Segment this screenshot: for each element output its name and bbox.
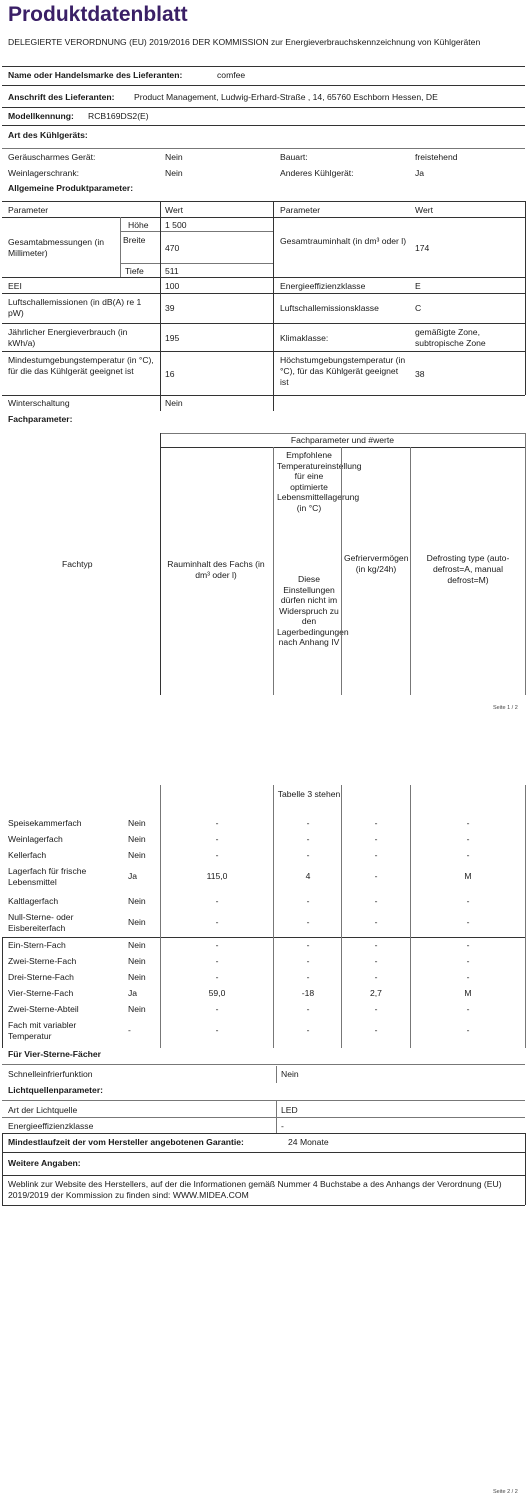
compartment-temp: - [306, 972, 310, 982]
compartment-temp: - [306, 940, 310, 950]
compartment-volume: 115,0 [206, 871, 228, 881]
dimensions-label: Gesamtabmessungen (in Millimeter) [8, 237, 105, 258]
compartment-volume: - [215, 940, 219, 950]
compartment-present: Nein [128, 834, 146, 844]
compartments-heading: Fachparameter: [8, 414, 73, 424]
energy-class-value: E [415, 281, 421, 291]
light-class-label: Energieeffizienzklasse [8, 1121, 94, 1131]
compartment-defrost: M [464, 871, 472, 881]
col-compartment-volume: Rauminhalt des Fachs (in dm³ oder l) [167, 559, 265, 580]
col-temp-note-continued: Tabelle 3 stehen [277, 789, 341, 799]
page-1-number: Seite 1 / 2 [493, 705, 518, 711]
compartment-name: Drei-Sterne-Fach [8, 972, 74, 982]
compartment-freeze: - [374, 834, 378, 844]
compartment-name: Zwei-Sterne-Fach [8, 956, 77, 966]
compartment-name: Kellerfach [8, 850, 47, 860]
page-2-number: Seite 2 / 2 [493, 1489, 518, 1495]
wine-cabinet-value: Nein [165, 168, 183, 178]
eei-label: EEI [8, 281, 22, 291]
model-value: RCB169DS2(E) [88, 111, 149, 121]
total-volume-value: 174 [415, 243, 430, 253]
wine-cabinet-label: Weinlagerschrank: [8, 168, 80, 178]
compartment-present: Nein [128, 917, 146, 927]
winter-label: Winterschaltung [8, 398, 70, 408]
compartment-freeze: - [374, 1004, 378, 1014]
further-info-text: Weblink zur Website des Herstellers, auf der die Informationen gemäß Nummer 4 Buchstabe a des Anhangs der Verordnung (EU) 2019/2019 der Kommission zu finden sind: WWW.MIDEA.COM [8, 1179, 502, 1200]
winter-value: Nein [165, 398, 183, 408]
compartments-group-header: Fachparameter und #werte [290, 435, 395, 445]
eei-value: 100 [165, 281, 180, 291]
compartment-name: Vier-Sterne-Fach [8, 988, 74, 998]
compartment-temp: - [306, 818, 310, 828]
col-temp-note: Diese Einstellungen dürfen nicht im Widerspruch zu den Lagerbedingungen nach Anhang IV [277, 574, 349, 647]
compartment-present: Nein [128, 940, 146, 950]
compartment-freeze: - [374, 896, 378, 906]
col-parameter-2: Parameter [280, 205, 321, 215]
width-label: Breite [123, 235, 146, 245]
compartment-present: Nein [128, 818, 146, 828]
compartment-defrost: - [466, 834, 470, 844]
col-freezing-capacity: Gefriervermögen (in kg/24h) [344, 553, 409, 574]
compartment-defrost: - [466, 972, 470, 982]
compartment-temp: - [306, 1004, 310, 1014]
light-type-value: LED [281, 1105, 298, 1115]
compartment-defrost: M [464, 988, 472, 998]
supplier-name-value: comfee [217, 70, 246, 80]
compartment-temp: - [306, 956, 310, 966]
compartment-name: Kaltlagerfach [8, 896, 59, 906]
compartment-present: Ja [128, 988, 138, 998]
col-value: Wert [165, 205, 183, 215]
other-appliance-value: Ja [415, 168, 425, 178]
noise-class-label: Luftschallemissionsklasse [280, 303, 379, 313]
compartment-freeze: - [374, 871, 378, 881]
compartment-freeze: - [374, 850, 378, 860]
light-class-value: - [281, 1121, 284, 1131]
compartment-temp: -18 [301, 988, 315, 998]
compartment-temp: 4 [305, 871, 311, 881]
manufacturer-link[interactable]: WWW.MIDEA.COM [172, 1190, 249, 1200]
compartment-present: Nein [128, 850, 146, 860]
total-volume-label: Gesamtrauminhalt (in dm³ oder l) [280, 236, 407, 246]
col-recommended-temp: Empfohlene Temperatureinstellung für eine optimierte Lebensmittellagerung (in °C) [277, 450, 362, 513]
annual-energy-value: 195 [165, 333, 180, 343]
four-star-heading: Für Vier-Sterne-Fächer [8, 1049, 101, 1059]
compartment-present: Nein [128, 972, 146, 982]
compartment-freeze: - [374, 1025, 378, 1035]
page-title: Produktdatenblatt [8, 3, 188, 26]
warranty-value: 24 Monate [288, 1137, 329, 1147]
compartment-temp: - [306, 850, 310, 860]
compartment-name: Null-Sterne- oder Eisbereiterfach [8, 912, 74, 933]
depth-label: Tiefe [125, 266, 144, 276]
compartment-name: Zwei-Sterne-Abteil [8, 1004, 79, 1014]
further-info-heading: Weitere Angaben: [8, 1158, 81, 1168]
warranty-label: Mindestlaufzeit der vom Hersteller angebotenen Garantie: [8, 1137, 244, 1147]
compartment-defrost: - [466, 850, 470, 860]
compartment-temp: - [306, 834, 310, 844]
supplier-address-value: Product Management, Ludwig-Erhard-Straße , 14, 65760 Eschborn Hessen, DE [134, 92, 438, 102]
climate-value: gemäßigte Zone, subtropische Zone [415, 327, 486, 348]
climate-label: Klimaklasse: [280, 333, 329, 343]
supplier-address-label: Anschrift des Lieferanten: [8, 92, 115, 102]
compartment-name: Lagerfach für frische Lebensmittel [8, 866, 87, 887]
compartment-present: Ja [128, 871, 138, 881]
low-noise-value: Nein [165, 152, 183, 162]
max-temp-label: Höchstumgebungstemperatur (in °C), für das Kühlgerät geeignet ist [280, 355, 406, 387]
low-noise-label: Geräuscharmes Gerät: [8, 152, 96, 162]
depth-value: 511 [165, 266, 179, 276]
compartment-temp: - [306, 917, 310, 927]
compartment-freeze: - [374, 917, 378, 927]
annual-energy-label: Jährlicher Energieverbrauch (in kWh/a) [8, 327, 128, 348]
compartment-freeze: 2,7 [370, 988, 382, 998]
regulation-text: DELEGIERTE VERORDNUNG (EU) 2019/2016 DER KOMMISSION zur Energieverbrauchskennzeichnung von Kühlgeräten [8, 37, 481, 47]
max-temp-value: 38 [415, 369, 425, 379]
compartment-defrost: - [466, 940, 470, 950]
compartment-defrost: - [466, 1004, 470, 1014]
compartment-freeze: - [374, 818, 378, 828]
compartment-defrost: - [466, 896, 470, 906]
col-parameter: Parameter [8, 205, 49, 215]
appliance-type-heading: Art des Kühlgeräts: [8, 130, 88, 140]
col-defrost-type: Defrosting type (auto-defrost=A, manual defrost=M) [426, 553, 510, 585]
compartment-volume: 59,0 [208, 988, 226, 998]
compartment-freeze: - [374, 956, 378, 966]
quick-freeze-label: Schnelleinfrierfunktion [8, 1069, 93, 1079]
compartment-present: Nein [128, 956, 146, 966]
height-label: Höhe [128, 220, 149, 230]
compartment-defrost: - [466, 956, 470, 966]
compartment-present: - [128, 1025, 131, 1035]
compartment-defrost: - [466, 818, 470, 828]
compartment-volume: - [215, 917, 219, 927]
model-label: Modellkennung: [8, 111, 74, 121]
compartment-volume: - [215, 834, 219, 844]
compartment-defrost: - [466, 917, 470, 927]
compartment-name: Ein-Stern-Fach [8, 940, 66, 950]
compartment-name: Fach mit variabler Temperatur [8, 1020, 77, 1041]
compartment-present: Nein [128, 896, 146, 906]
compartment-temp: - [306, 1025, 310, 1035]
construction-label: Bauart: [280, 152, 308, 162]
noise-label: Luftschallemissionen (in dB(A) re 1 pW) [8, 297, 142, 318]
compartment-volume: - [215, 850, 219, 860]
noise-value: 39 [165, 303, 175, 313]
col-compartment-type: Fachtyp [62, 559, 93, 569]
supplier-name-label: Name oder Handelsmarke des Lieferanten: [8, 70, 183, 80]
height-value: 1 500 [165, 220, 187, 230]
compartment-volume: - [215, 818, 219, 828]
compartment-name: Speisekammerfach [8, 818, 82, 828]
min-temp-value: 16 [165, 369, 175, 379]
energy-class-label: Energieeffizienzklasse [280, 281, 366, 291]
compartment-volume: - [215, 972, 219, 982]
compartment-temp: - [306, 896, 310, 906]
compartment-volume: - [215, 896, 219, 906]
compartment-name: Weinlagerfach [8, 834, 63, 844]
compartment-freeze: - [374, 940, 378, 950]
compartment-volume: - [215, 1004, 219, 1014]
col-value-2: Wert [415, 205, 433, 215]
min-temp-label: Mindestumgebungstemperatur (in °C), für die das Kühlgerät geeignet ist [8, 355, 154, 376]
compartment-volume: - [215, 956, 219, 966]
width-value: 470 [165, 243, 180, 253]
compartment-defrost: - [466, 1025, 470, 1035]
light-type-label: Art der Lichtquelle [8, 1105, 78, 1115]
general-params-heading: Allgemeine Produktparameter: [8, 183, 134, 193]
noise-class-value: C [415, 303, 422, 313]
compartment-present: Nein [128, 1004, 146, 1014]
construction-value: freistehend [415, 152, 458, 162]
compartment-freeze: - [374, 972, 378, 982]
light-source-heading: Lichtquellenparameter: [8, 1085, 104, 1095]
quick-freeze-value: Nein [281, 1069, 299, 1079]
other-appliance-label: Anderes Kühlgerät: [280, 168, 354, 178]
compartment-volume: - [215, 1025, 219, 1035]
